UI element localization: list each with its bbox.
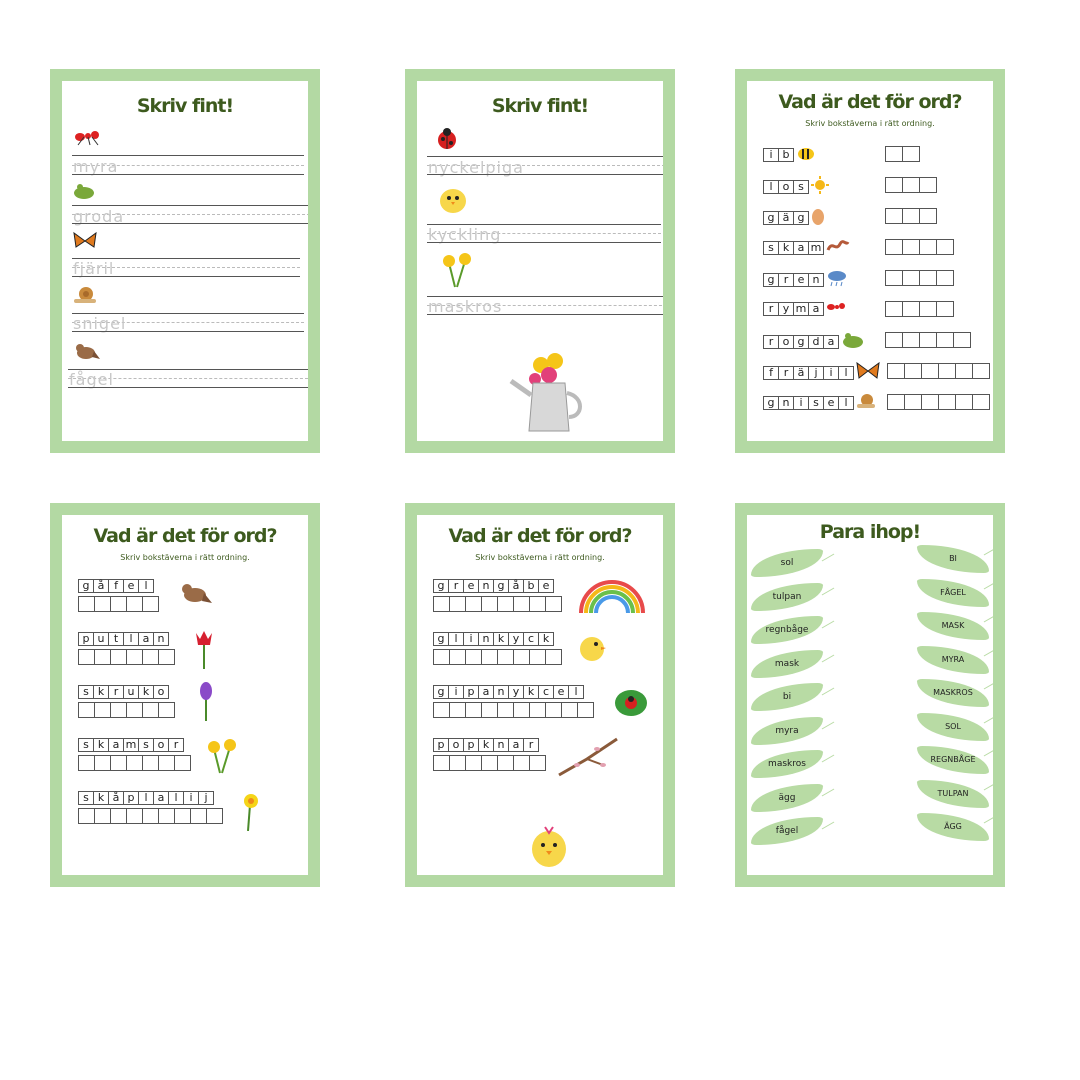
page-title: Skriv fint!: [491, 95, 589, 117]
rain-cloud-icon: [826, 269, 848, 291]
answer-boxes[interactable]: [885, 301, 953, 317]
letter-box: n: [478, 579, 494, 593]
scramble-row: [78, 791, 213, 805]
letter-box: f: [108, 579, 124, 593]
letter-box: r: [448, 579, 464, 593]
match-leaf-right[interactable]: BI: [917, 545, 989, 573]
tulip-icon: [192, 629, 216, 673]
trace-word: groda: [73, 207, 125, 226]
scramble-row: [763, 393, 876, 413]
match-leaf-left[interactable]: fågel: [751, 817, 823, 845]
answer-boxes[interactable]: [78, 649, 174, 665]
letter-box: l: [138, 579, 154, 593]
scramble-row: [78, 579, 153, 593]
bee-icon: [796, 145, 816, 165]
letter-box: b: [778, 148, 794, 162]
letter-box: n: [493, 738, 509, 752]
page-title: Vad är det för ord?: [93, 525, 277, 547]
trace-word: nyckelpiga: [428, 158, 524, 177]
match-leaf-right[interactable]: ÄGG: [917, 813, 989, 841]
trace-word: myra: [73, 157, 119, 176]
letter-box: l: [138, 791, 154, 805]
letter-box: u: [123, 685, 139, 699]
snail-icon: [72, 285, 98, 309]
letter-box: l: [838, 396, 854, 410]
match-leaf-right[interactable]: FÅGEL: [917, 579, 989, 607]
watering-can-flowers-icon: [507, 347, 587, 441]
letter-box: r: [523, 738, 539, 752]
sun-icon: [811, 176, 829, 198]
letter-box: o: [778, 335, 794, 349]
letter-box: u: [93, 632, 109, 646]
letter-box: n: [153, 632, 169, 646]
letter-box: k: [138, 685, 154, 699]
scramble-row: [78, 738, 183, 752]
letter-box: r: [763, 335, 779, 349]
letter-box: k: [93, 791, 109, 805]
letter-box: d: [808, 335, 824, 349]
scramble-row: [763, 331, 865, 353]
scrambled-letters: [78, 579, 153, 593]
letter-box: n: [778, 396, 794, 410]
letter-box: r: [108, 685, 124, 699]
letter-box: a: [108, 738, 124, 752]
letter-box: o: [153, 685, 169, 699]
bird-icon: [72, 339, 100, 367]
trace-word: maskros: [428, 297, 503, 316]
letter-box: g: [78, 579, 94, 593]
chick-icon: [437, 183, 469, 219]
match-leaf-right[interactable]: MYRA: [917, 646, 989, 674]
scrambled-letters: [763, 241, 823, 255]
letter-box: ä: [778, 211, 794, 225]
letter-box: g: [493, 579, 509, 593]
scramble-row: [763, 238, 850, 258]
letter-box: l: [568, 685, 584, 699]
letter-box: s: [78, 685, 94, 699]
letter-box: å: [508, 579, 524, 593]
page-title: Skriv fint!: [136, 95, 234, 117]
page-title: Para ihop!: [819, 521, 921, 543]
match-leaf-right[interactable]: MASKROS: [917, 679, 989, 707]
letter-box: s: [808, 396, 824, 410]
letter-box: k: [93, 685, 109, 699]
answer-boxes[interactable]: [78, 596, 158, 612]
worksheet-write-1: [50, 69, 320, 453]
letter-box: y: [508, 632, 524, 646]
bird-icon: [178, 579, 212, 611]
letter-box: g: [763, 396, 779, 410]
letter-box: g: [433, 685, 449, 699]
page-title: Vad är det för ord?: [778, 91, 962, 113]
letter-box: p: [123, 791, 139, 805]
daffodil-icon: [238, 791, 262, 835]
letter-box: e: [538, 579, 554, 593]
scrambled-letters: [763, 180, 808, 194]
match-leaf-right[interactable]: REGNBÅGE: [917, 746, 989, 774]
letter-box: a: [823, 335, 839, 349]
letter-box: i: [183, 791, 199, 805]
scrambled-letters: [763, 211, 808, 225]
worm-icon: [826, 238, 850, 258]
ant-icon: [72, 127, 102, 151]
match-leaf-left[interactable]: bi: [751, 683, 823, 711]
scramble-row: [433, 579, 553, 593]
worksheet-scramble-3: [405, 503, 675, 887]
letter-box: i: [448, 685, 464, 699]
letter-box: g: [433, 632, 449, 646]
scrambled-letters: [78, 791, 213, 805]
letter-box: r: [168, 738, 184, 752]
crocus-icon: [194, 681, 218, 725]
rainbow-icon: [577, 575, 647, 619]
scrambled-letters: [763, 273, 823, 287]
scramble-row: [78, 685, 168, 699]
branch-buds-icon: [557, 735, 621, 783]
worksheet-scramble-1: [735, 69, 1005, 453]
letter-box: a: [808, 302, 824, 316]
letter-box: g: [793, 211, 809, 225]
scramble-row: [763, 145, 816, 165]
letter-box: p: [463, 738, 479, 752]
trace-word: fågel: [69, 370, 114, 389]
letter-box: k: [778, 241, 794, 255]
answer-boxes[interactable]: [887, 363, 989, 379]
answer-boxes[interactable]: [885, 239, 953, 255]
match-leaf-left[interactable]: maskros: [751, 750, 823, 778]
letter-box: a: [478, 685, 494, 699]
snail-icon: [856, 393, 876, 413]
scramble-row: [433, 685, 583, 699]
scrambled-letters: [433, 685, 583, 699]
scramble-row: [763, 269, 848, 291]
scrambled-letters: [433, 579, 553, 593]
scramble-row: [78, 632, 168, 646]
letter-box: r: [778, 273, 794, 287]
scrambled-letters: [763, 148, 793, 162]
letter-box: k: [538, 632, 554, 646]
letter-box: e: [463, 579, 479, 593]
letter-box: å: [93, 579, 109, 593]
letter-box: p: [78, 632, 94, 646]
letter-box: i: [793, 396, 809, 410]
letter-box: p: [433, 738, 449, 752]
worksheet-match: [735, 503, 1005, 887]
letter-box: r: [778, 366, 794, 380]
match-leaf-left[interactable]: regnbåge: [751, 616, 823, 644]
worksheet-scramble-2: [50, 503, 320, 887]
scramble-row: [763, 362, 880, 384]
letter-box: l: [448, 632, 464, 646]
frog-icon: [72, 181, 96, 205]
answer-boxes[interactable]: [433, 702, 593, 718]
letter-box: y: [508, 685, 524, 699]
letter-box: a: [153, 791, 169, 805]
trace-word: snigel: [73, 314, 127, 333]
letter-box: r: [763, 302, 779, 316]
letter-box: c: [523, 632, 539, 646]
page-subtitle: Skriv bokstäverna i rätt ordning.: [475, 553, 605, 562]
letter-box: k: [523, 685, 539, 699]
letter-box: e: [793, 273, 809, 287]
answer-boxes[interactable]: [885, 270, 953, 286]
letter-box: s: [78, 738, 94, 752]
scrambled-letters: [433, 632, 553, 646]
scrambled-letters: [433, 738, 538, 752]
letter-box: s: [793, 180, 809, 194]
letter-box: g: [793, 335, 809, 349]
letter-box: a: [138, 632, 154, 646]
butterfly-icon: [856, 362, 880, 384]
match-leaf-left[interactable]: tulpan: [751, 583, 823, 611]
letter-box: g: [763, 273, 779, 287]
letter-box: o: [153, 738, 169, 752]
scrambled-letters: [78, 738, 183, 752]
chick-icon: [577, 629, 607, 667]
answer-boxes[interactable]: [885, 208, 936, 224]
letter-box: m: [123, 738, 139, 752]
match-leaf-left[interactable]: mask: [751, 650, 823, 678]
match-leaf-left[interactable]: sol: [751, 549, 823, 577]
scrambled-letters: [763, 335, 838, 349]
butterfly-icon: [72, 231, 98, 255]
letter-box: l: [838, 366, 854, 380]
scramble-row: [433, 738, 538, 752]
letter-box: k: [93, 738, 109, 752]
letter-box: f: [763, 366, 779, 380]
letter-box: k: [478, 738, 494, 752]
page-subtitle: Skriv bokstäverna i rätt ordning.: [805, 119, 935, 128]
scrambled-letters: [763, 302, 823, 316]
answer-boxes[interactable]: [433, 755, 545, 771]
letter-box: c: [538, 685, 554, 699]
letter-box: j: [198, 791, 214, 805]
scramble-row: [763, 207, 825, 229]
trace-word: fjäril: [73, 259, 115, 278]
ant-icon: [826, 300, 846, 318]
letter-box: å: [108, 791, 124, 805]
letter-box: g: [433, 579, 449, 593]
letter-box: i: [823, 366, 839, 380]
letter-box: a: [793, 241, 809, 255]
letter-box: i: [763, 148, 779, 162]
answer-boxes[interactable]: [78, 702, 174, 718]
letter-box: l: [763, 180, 779, 194]
answer-boxes[interactable]: [433, 649, 561, 665]
letter-box: a: [508, 738, 524, 752]
letter-box: s: [763, 241, 779, 255]
letter-box: g: [763, 211, 779, 225]
letter-box: l: [123, 632, 139, 646]
letter-box: e: [123, 579, 139, 593]
dandelion-icon: [437, 249, 477, 293]
page-title: Vad är det för ord?: [448, 525, 632, 547]
answer-boxes[interactable]: [887, 394, 989, 410]
match-leaf-right[interactable]: TULPAN: [917, 780, 989, 808]
letter-box: n: [493, 685, 509, 699]
letter-box: y: [778, 302, 794, 316]
letter-box: i: [463, 632, 479, 646]
dandelion-icon: [202, 735, 242, 779]
scrambled-letters: [78, 632, 168, 646]
letter-box: m: [808, 241, 824, 255]
worksheet-write-2: [405, 69, 675, 453]
ladybug-leaf-icon: [613, 687, 649, 723]
trace-word: kyckling: [428, 225, 502, 244]
match-leaf-left[interactable]: ägg: [751, 784, 823, 812]
answer-boxes[interactable]: [433, 596, 561, 612]
answer-boxes[interactable]: [885, 146, 919, 162]
ladybug-icon: [435, 127, 459, 155]
scramble-row: [763, 300, 846, 318]
page-subtitle: Skriv bokstäverna i rätt ordning.: [120, 553, 250, 562]
happy-chick-icon: [527, 821, 571, 875]
answer-boxes[interactable]: [78, 755, 190, 771]
answer-boxes[interactable]: [885, 332, 970, 348]
scramble-row: [433, 632, 553, 646]
letter-box: b: [523, 579, 539, 593]
scrambled-letters: [763, 396, 853, 410]
letter-box: ä: [793, 366, 809, 380]
letter-box: o: [448, 738, 464, 752]
letter-box: o: [778, 180, 794, 194]
letter-box: n: [808, 273, 824, 287]
letter-box: s: [78, 791, 94, 805]
letter-box: k: [493, 632, 509, 646]
letter-box: j: [808, 366, 824, 380]
letter-box: n: [478, 632, 494, 646]
letter-box: s: [138, 738, 154, 752]
answer-boxes[interactable]: [885, 177, 936, 193]
letter-box: e: [823, 396, 839, 410]
match-leaf-right[interactable]: MASK: [917, 612, 989, 640]
frog-icon: [841, 331, 865, 353]
letter-box: t: [108, 632, 124, 646]
answer-boxes[interactable]: [78, 808, 222, 824]
scrambled-letters: [763, 366, 853, 380]
letter-box: e: [553, 685, 569, 699]
letter-box: m: [793, 302, 809, 316]
scramble-row: [763, 176, 829, 198]
match-leaf-left[interactable]: myra: [751, 717, 823, 745]
egg-icon: [811, 207, 825, 229]
scrambled-letters: [78, 685, 168, 699]
letter-box: p: [463, 685, 479, 699]
match-leaf-right[interactable]: SOL: [917, 713, 989, 741]
letter-box: l: [168, 791, 184, 805]
